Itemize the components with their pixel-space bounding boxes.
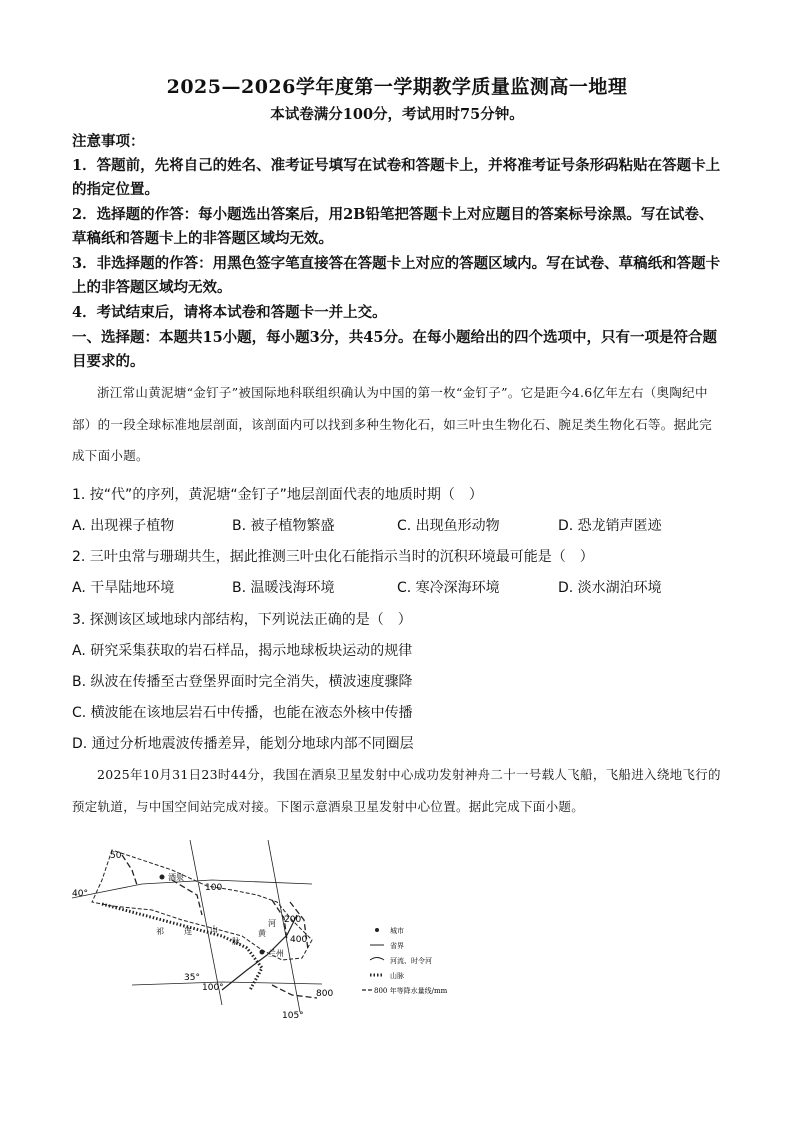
place-qi: 祁 [156, 927, 164, 936]
map-legend [362, 926, 448, 995]
question-2-stem: 2. 三叶虫常与珊瑚共生，据此推测三叶虫化石能指示当时的沉积环境最可能是（ ） [72, 549, 594, 565]
isoline-label-50: 50 [110, 851, 122, 861]
notice-item-2: 2．选择题的作答：每小题选出答案后，用2B铅笔把答题卡上对应题目的答案标号涂黑。写在试卷、草稿纸和答题卡上的非答题区域均无效。 [72, 206, 714, 247]
question-1-stem: 1. 按“代”的序列，黄泥塘“金钉子”地层剖面代表的地质时期（ ） [72, 487, 483, 503]
legend-city: 城市 [390, 927, 404, 935]
isoline-label-800: 800 [316, 989, 334, 999]
place-mai: 脉 [232, 937, 240, 946]
place-jiuquan: 酒泉 [168, 873, 184, 882]
lat-label-40: 40° [72, 889, 88, 899]
option-c: C. 出现鱼形动物 [397, 518, 500, 534]
legend-isoline: 800 年等降水量线/mm [374, 987, 448, 995]
option-b: B. 被子植物繁盛 [232, 518, 335, 534]
place-lian: 连 [184, 927, 192, 936]
map-svg [72, 840, 472, 1020]
isoline-50 [122, 855, 137, 885]
legend-river: 河流、时令河 [390, 957, 432, 965]
isoline-label-400: 400 [290, 935, 308, 945]
legend-mountain: 山脉 [390, 972, 404, 980]
place-lanzhou: 兰州 [268, 949, 284, 958]
isoline-100 [172, 880, 202, 915]
place-shan: 山 [210, 925, 218, 934]
city-jiuquan [160, 875, 165, 880]
city-lanzhou [260, 950, 265, 955]
notice-item-3: 3．非选择题的作答：用黑色签字笔直接答在答题卡上对应的答题区域内。写在试卷、草稿纸和答题卡上的非答题区域均无效。 [72, 255, 721, 296]
option-a: A. 出现裸子植物 [72, 518, 175, 534]
isoline-800 [272, 985, 317, 998]
reading-material-1: 浙江常山黄泥塘“金钉子”被国际地科联组织确认为中国的第一枚“金钉子”。它是距今4.6亿年左右（奥陶纪中部）的一段全球标准地层剖面，该剖面内可以找到多种生物化石，如三叶虫生物化石、腕足类生物化石等。据此完成下面小题。 [72, 385, 713, 463]
notice-item-1: 1．答题前，先将自己的姓名、准考证号填写在试卷和答题卡上，并将准考证号条形码粘贴在答题卡上的指定位置。 [72, 157, 721, 198]
option-c: C. 寒冷深海环境 [397, 580, 500, 596]
lon-label-100: 100° [202, 983, 224, 993]
parallel-35 [132, 982, 322, 985]
legend-border: 省界 [390, 942, 404, 950]
parallel-40 [72, 880, 312, 898]
lon-label-105: 105° [282, 1011, 304, 1020]
question-3-stem: 3. 探测该区域地球内部结构，下列说法正确的是（ ） [72, 612, 412, 628]
place-huang: 黄 [258, 929, 266, 938]
exam-info: 本试卷满分100分，考试用时75分钟。 [270, 106, 524, 123]
page-title: 2025—2026学年度第一学期教学质量监测高一地理 [166, 76, 628, 98]
section-heading: 一、选择题：本题共15小题，每小题3分，共45分。在每小题给出的四个选项中，只有一项是符合题目要求的。 [72, 329, 717, 370]
option-d: D. 恐龙销声匿迹 [558, 518, 662, 534]
option-b: B. 温暖浅海环境 [232, 580, 335, 596]
option-a: A. 干旱陆地环境 [72, 580, 175, 596]
notice-item-4: 4．考试结束后，请将本试卷和答题卡一并上交。 [72, 304, 387, 321]
place-he: 河 [268, 919, 276, 928]
legend-city-symbol [375, 928, 379, 932]
question-3-option-d: D. 通过分析地震波传播差异，能划分地球内部不同圈层 [72, 736, 414, 752]
question-3-option-a: A. 研究采集获取的岩石样品，揭示地球板块运动的规律 [72, 643, 413, 659]
option-d: D. 淡水湖泊环境 [558, 580, 662, 596]
notice-heading: 注意事项： [72, 133, 145, 150]
question-3-option-b: B. 纵波在传播至古登堡界面时完全消失，横波速度骤降 [72, 674, 413, 690]
legend-river-symbol [370, 958, 384, 961]
lat-label-35: 35° [184, 973, 200, 983]
isoline-label-100: 100 [205, 883, 223, 893]
jiuquan-location-map [72, 840, 472, 1020]
question-3-option-c: C. 横波能在该地层岩石中传播，也能在液态外核中传播 [72, 705, 413, 721]
reading-material-2: 2025年10月31日23时44分，我国在酒泉卫星发射中心成功发射神舟二十一号载人飞船，飞船进入绕地飞行的预定轨道，与中国空间站完成对接。下图示意酒泉卫星发射中心位置。据此完成下面小题。 [72, 767, 721, 814]
isoline-label-200: 200 [284, 915, 302, 925]
